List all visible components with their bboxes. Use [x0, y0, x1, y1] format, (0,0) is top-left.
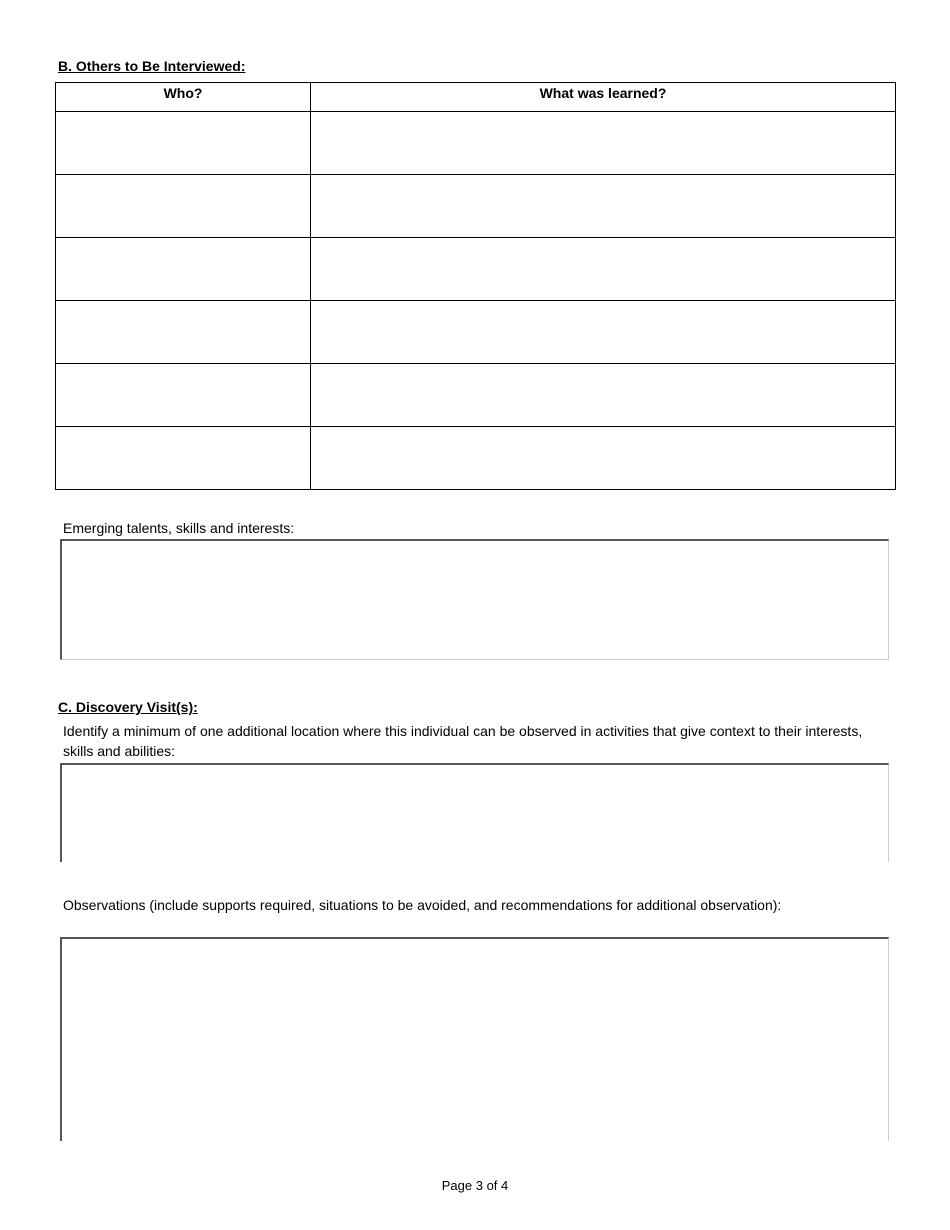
- table-row: [56, 238, 896, 301]
- who-cell[interactable]: [56, 238, 311, 301]
- emerging-talents-label: Emerging talents, skills and interests:: [63, 520, 295, 536]
- section-b-heading: B. Others to Be Interviewed:: [58, 58, 246, 74]
- table-row: [56, 301, 896, 364]
- others-interviewed-table: [55, 82, 896, 490]
- observations-label: Observations (include supports required, situations to be avoided, and recommendations for additional observation):: [63, 897, 782, 913]
- table-row: [56, 364, 896, 427]
- what-was-learned-cell[interactable]: [311, 175, 896, 238]
- table-header-row: [56, 83, 896, 112]
- who-cell[interactable]: [56, 427, 311, 490]
- additional-location-field[interactable]: [60, 763, 889, 862]
- what-was-learned-cell[interactable]: [311, 112, 896, 175]
- who-cell[interactable]: [56, 364, 311, 427]
- table-row: [56, 175, 896, 238]
- page-number: Page 3 of 4: [441, 1178, 509, 1193]
- section-c-heading: C. Discovery Visit(s):: [58, 699, 198, 715]
- what-was-learned-cell[interactable]: [311, 238, 896, 301]
- who-cell[interactable]: [56, 301, 311, 364]
- what-was-learned-cell[interactable]: [311, 364, 896, 427]
- what-was-learned-column-header: What was learned?: [311, 83, 896, 112]
- additional-location-label: Identify a minimum of one additional location where this individual can be observed in activities that give context to their interests, skills and abilities:: [63, 723, 863, 759]
- emerging-talents-field[interactable]: [60, 539, 889, 660]
- who-cell[interactable]: [56, 175, 311, 238]
- who-column-header: Who?: [56, 83, 311, 112]
- observations-field[interactable]: [60, 937, 889, 1141]
- what-was-learned-cell[interactable]: [311, 301, 896, 364]
- table-row: [56, 112, 896, 175]
- what-was-learned-cell[interactable]: [311, 427, 896, 490]
- who-cell[interactable]: [56, 112, 311, 175]
- table-row: [56, 427, 896, 490]
